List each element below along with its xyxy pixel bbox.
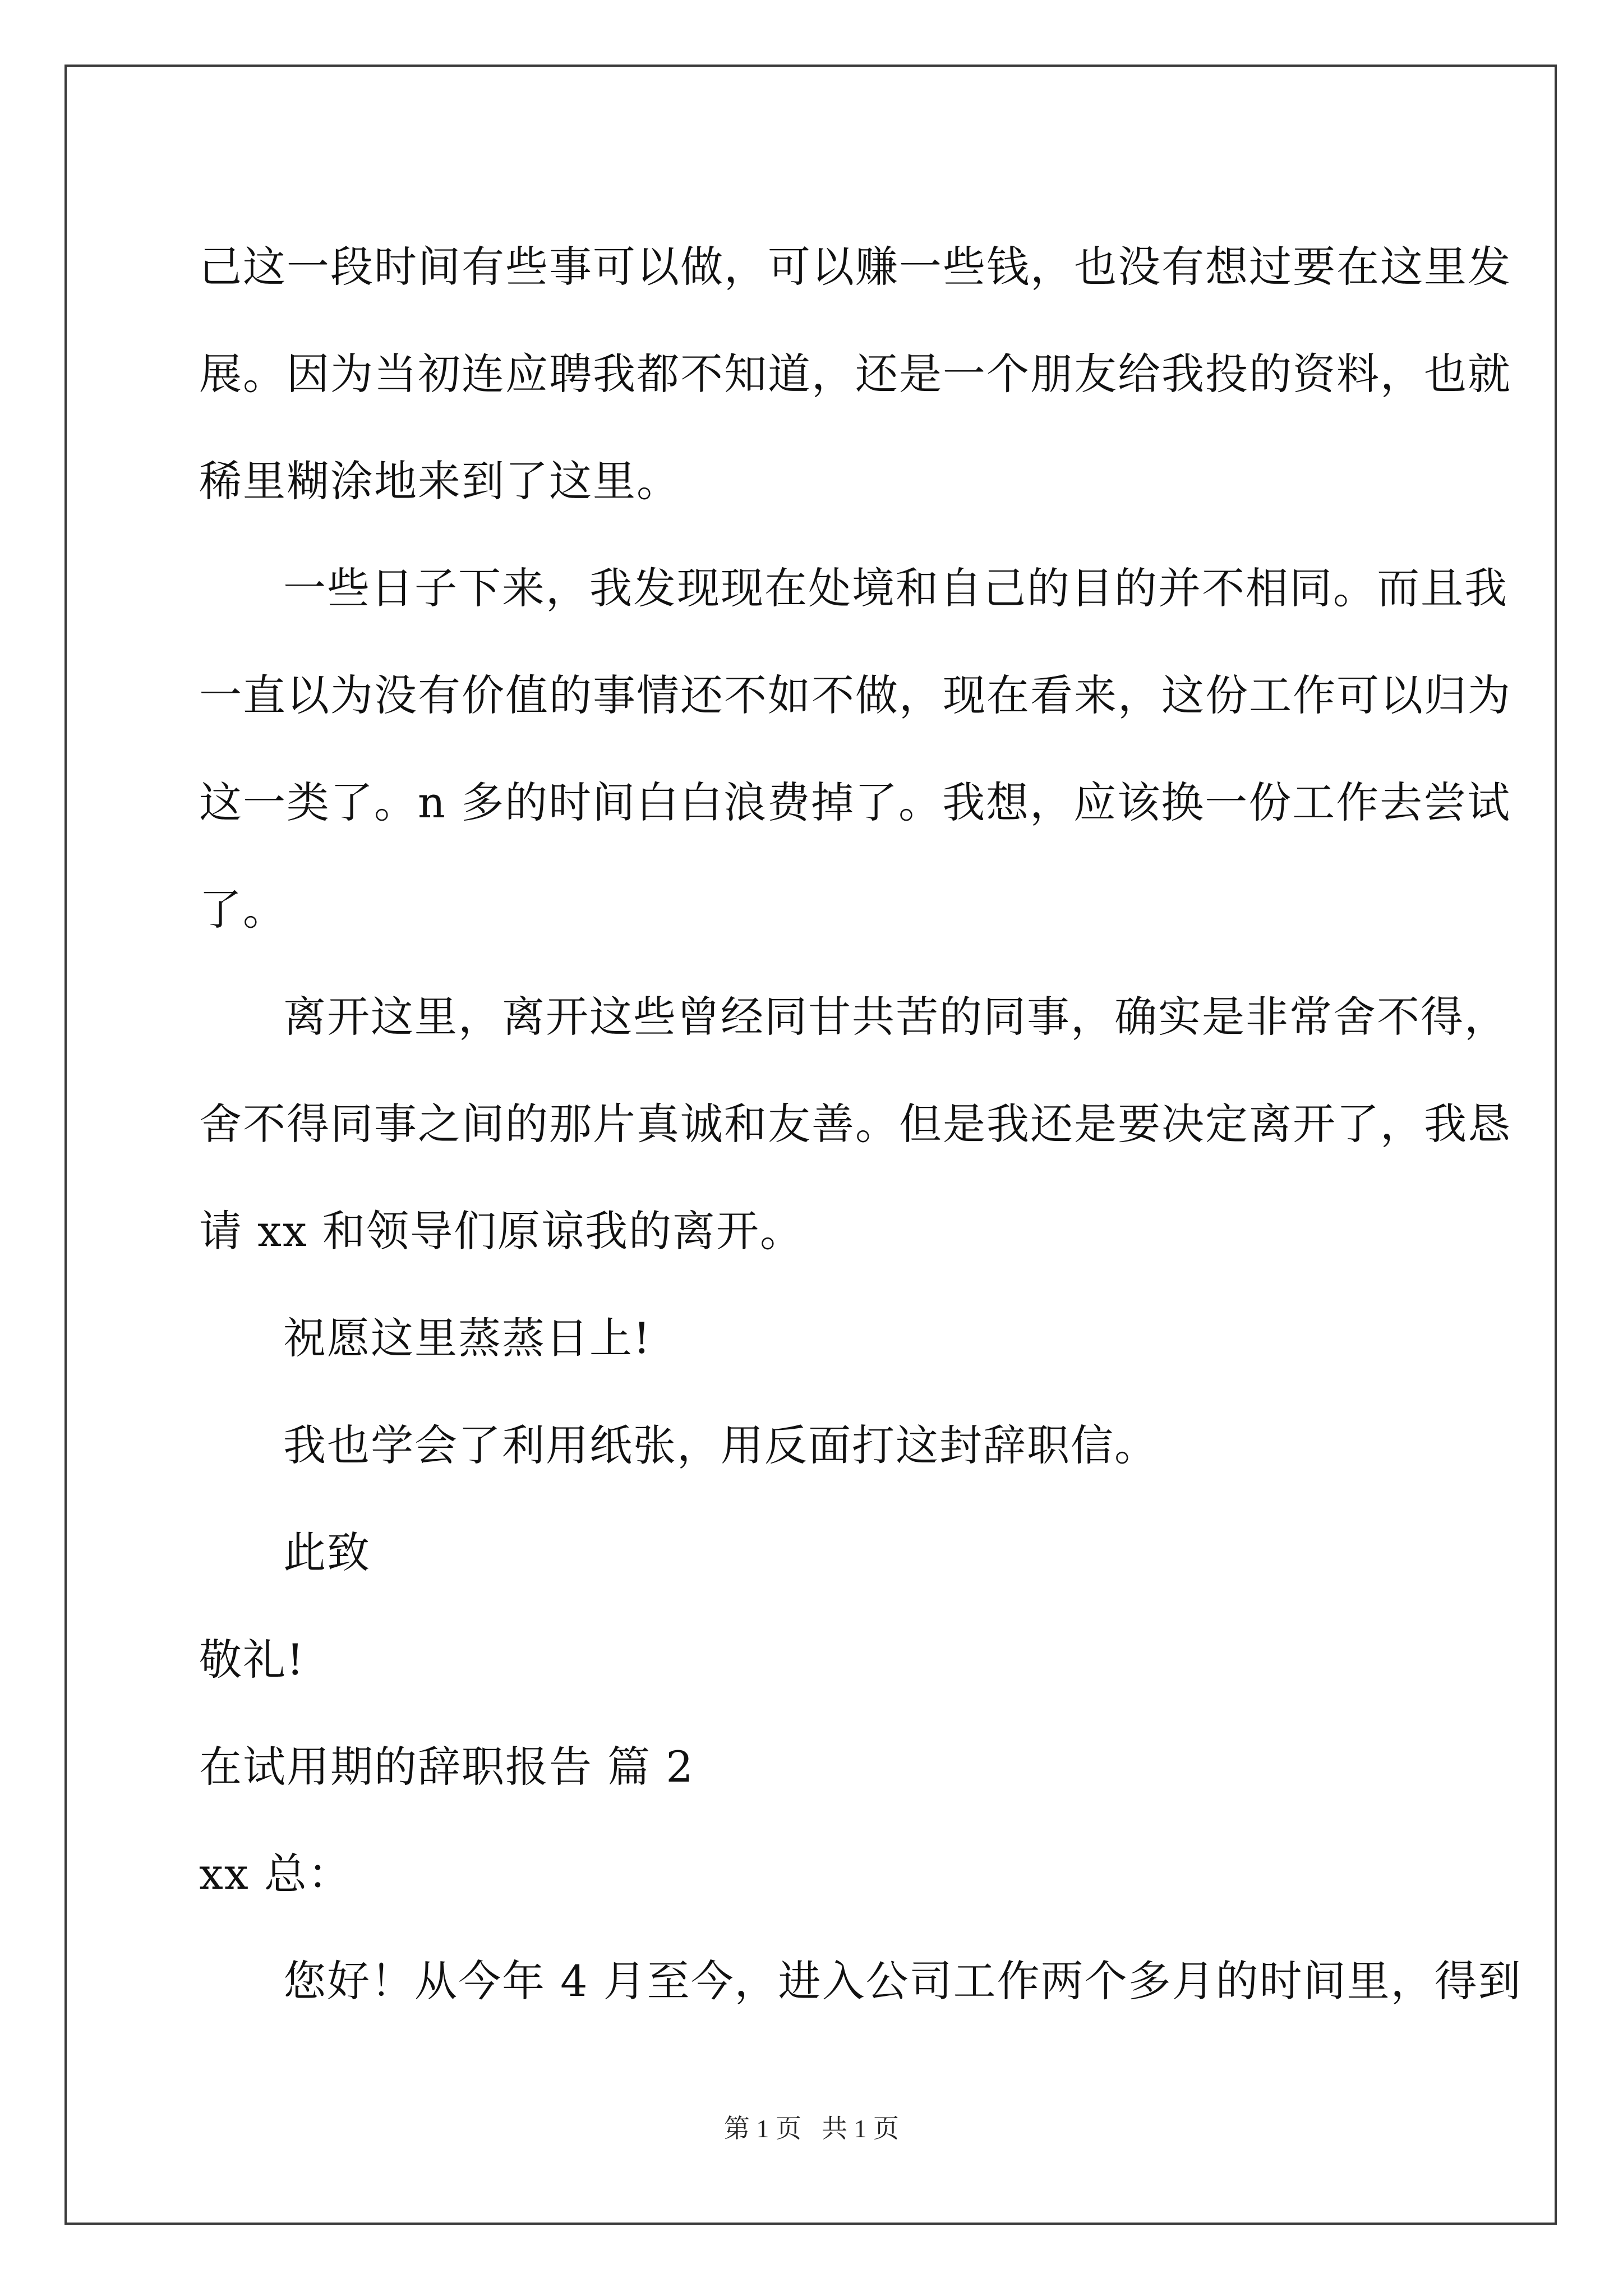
page-number-total: 共 1 页	[822, 2114, 899, 2143]
text-line: 己这一段时间有些事可以做，可以赚一些钱，也没有想过要在这里发	[199, 242, 1511, 292]
text-line: 舍不得同事之间的那片真诚和友善。但是我还是要决定离开了，我恳	[199, 1099, 1511, 1149]
text-line: 在试用期的辞职报告 篇 2	[199, 1742, 694, 1792]
text-line: 一直以为没有价值的事情还不如不做，现在看来，这份工作可以归为	[199, 670, 1511, 720]
text-line: 敬礼!	[199, 1635, 305, 1685]
text-line: 我也学会了利用纸张，用反面打这封辞职信。	[283, 1420, 1158, 1470]
text-line: 请 xx 和领导们原谅我的离开。	[199, 1206, 804, 1256]
text-line: 祝愿这里蒸蒸日上!	[283, 1313, 652, 1363]
text-line: 展。因为当初连应聘我都不知道，还是一个朋友给我投的资料，也就	[199, 349, 1511, 399]
text-line: 这一类了。n 多的时间白白浪费掉了。我想，应该换一份工作去尝试	[199, 777, 1511, 827]
text-line: 您好！从今年 4 月至今，进入公司工作两个多月的时间里，得到	[283, 1956, 1522, 2006]
text-line: 一些日子下来，我发现现在处境和自己的目的并不相同。而且我	[283, 563, 1508, 613]
text-line: 离开这里，离开这些曾经同甘共苦的同事，确实是非常舍不得，	[283, 992, 1508, 1042]
text-line: 了。	[199, 885, 287, 935]
text-line: 稀里糊涂地来到了这里。	[199, 456, 680, 506]
document-body	[199, 213, 1522, 2035]
page-number-current: 第 1 页	[724, 2114, 801, 2143]
text-line: xx 总：	[199, 1849, 352, 1899]
text-line: 此致	[283, 1527, 371, 1577]
page-footer	[0, 2108, 1623, 2145]
